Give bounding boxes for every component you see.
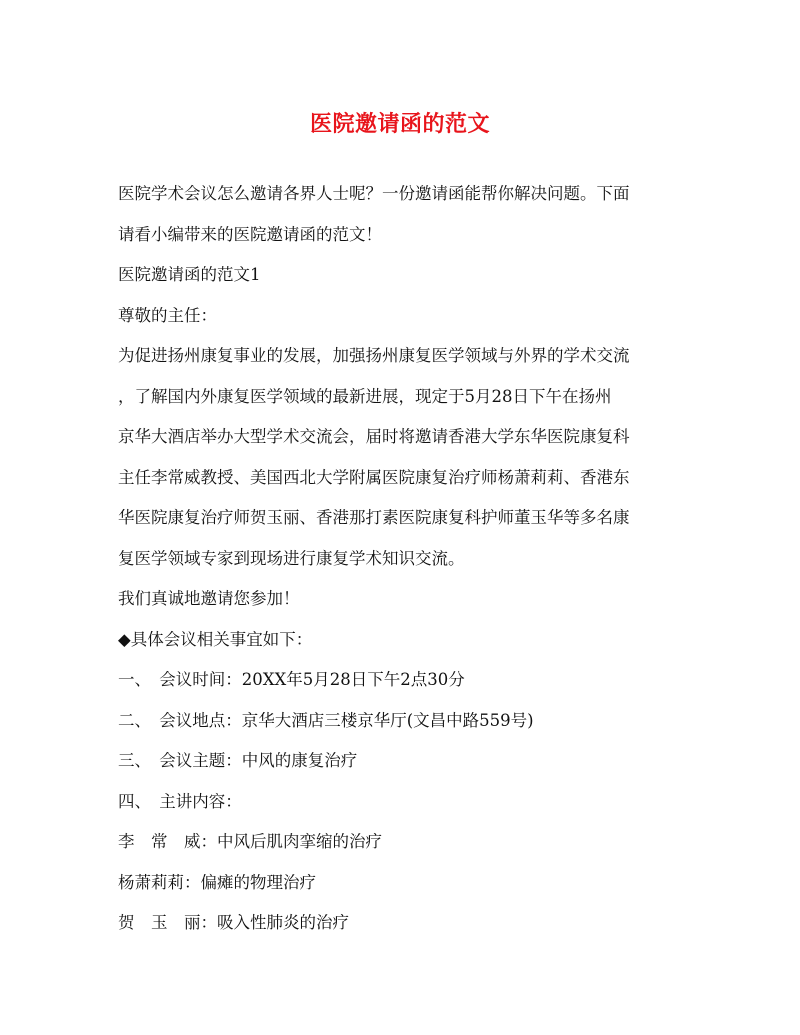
salutation: 尊敬的主任： (118, 305, 217, 325)
speaker-3: 贺 玉 丽：吸入性肺炎的治疗 (118, 913, 349, 932)
body-line-5: 华医院康复治疗师贺玉丽、香港那打素医院康复科护师董玉华等多名康 (118, 508, 630, 527)
body-line-4: 主任李常威教授、美国西北大学附属医院康复治疗师杨萧莉莉、香港东 (118, 467, 630, 487)
document-title: 医院邀请函的范文 (309, 111, 490, 137)
detail-content-heading: 四、 主讲内容： (118, 791, 242, 811)
details-heading: ◆具体会议相关事宜如下： (118, 629, 313, 649)
intro-line-1: 医院学术会议怎么邀请各界人士呢？一份邀请函能帮你解决问题。下面 (118, 184, 630, 203)
invitation-line: 我们真诚地邀请您参加！ (118, 589, 300, 608)
detail-time: 一、 会议时间：20XX年5月28日下午2点30分 (118, 670, 465, 689)
document-body (118, 174, 688, 944)
body-line-3: 京华大酒店举办大型学术交流会，届时将邀请香港大学东华医院康复科 (118, 427, 630, 446)
speaker-2: 杨萧莉莉：偏瘫的物理治疗 (118, 872, 316, 892)
detail-theme: 三、 会议主题：中风的康复治疗 (118, 751, 358, 770)
intro-line-2: 请看小编带来的医院邀请函的范文！ (118, 224, 382, 244)
body-line-1: 为促进扬州康复事业的发展，加强扬州康复医学领域与外界的学术交流 (118, 346, 630, 365)
speaker-1: 李 常 威：中风后肌肉挛缩的治疗 (118, 832, 382, 851)
body-line-2: ，了解国内外康复医学领域的最新进展，现定于5月28日下午在扬州 (118, 386, 612, 406)
section-heading: 医院邀请函的范文1 (118, 265, 261, 284)
detail-location: 二、 会议地点：京华大酒店三楼京华厅(文昌中路559号) (118, 710, 534, 730)
body-line-6: 复医学领域专家到现场进行康复学术知识交流。 (118, 548, 465, 568)
